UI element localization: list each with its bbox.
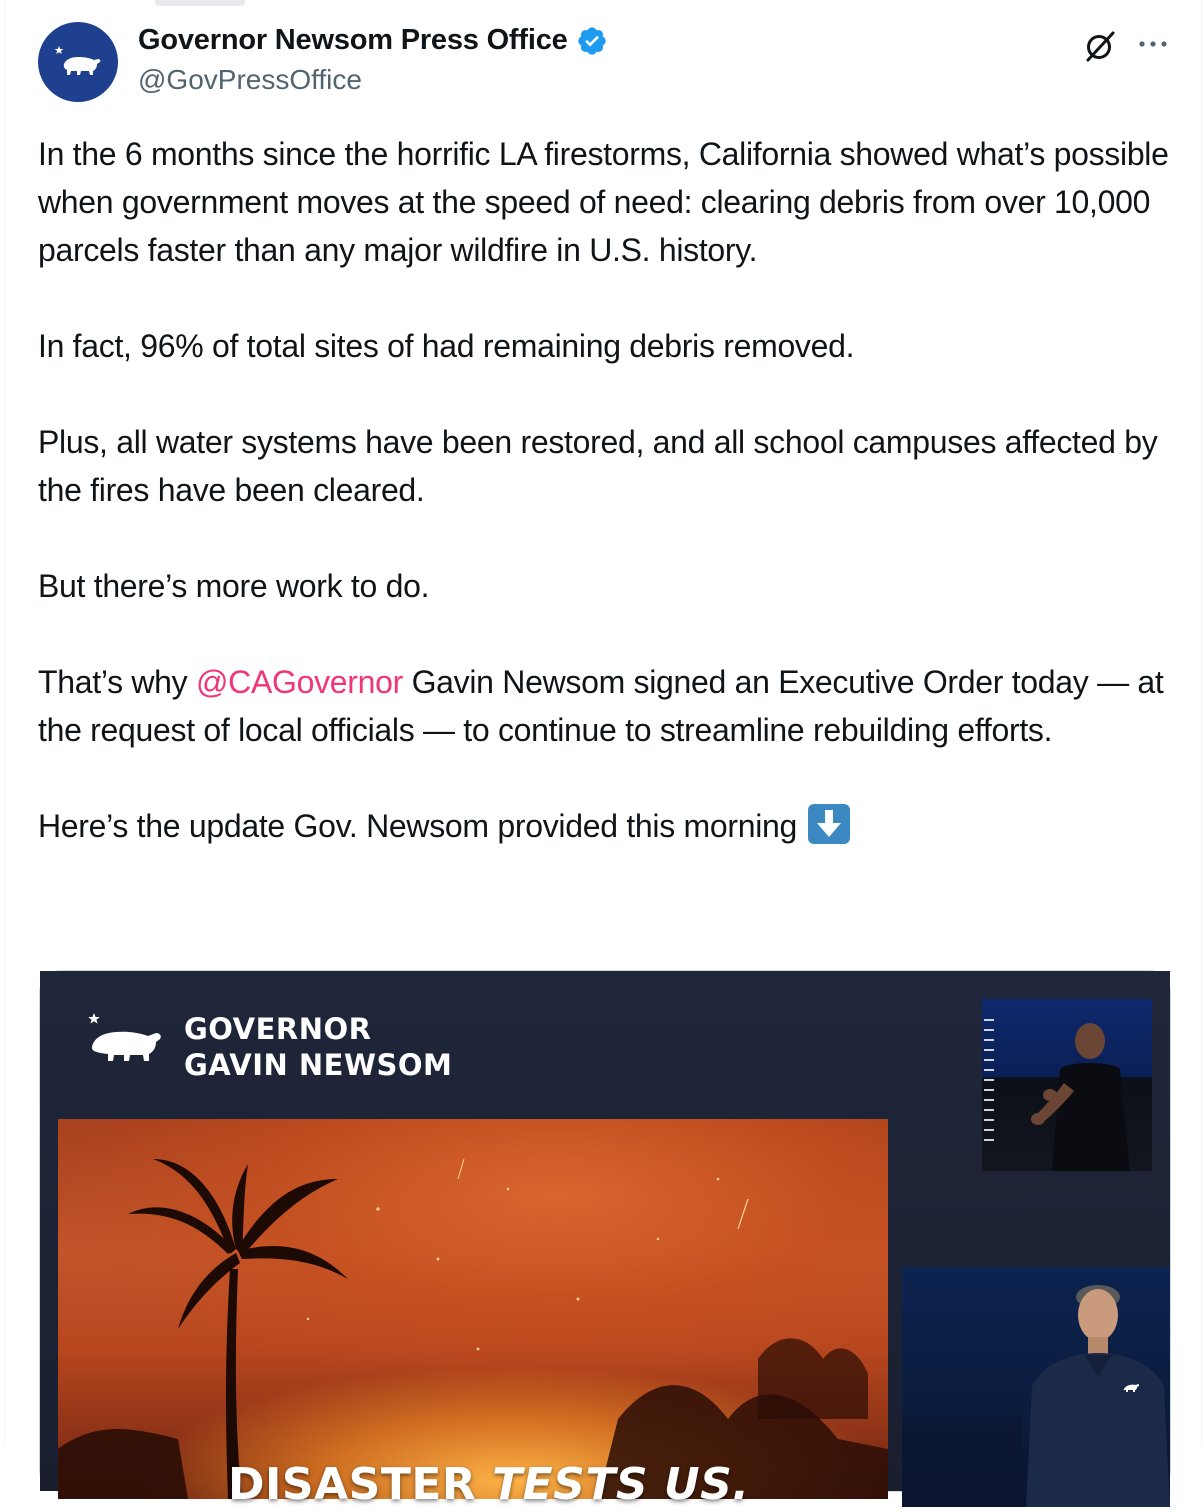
tweet-paragraph-2: In fact, 96% of total sites of had remaining debris removed. — [38, 328, 855, 364]
governor-speaker-inset — [902, 1267, 1170, 1507]
bear-logo-icon — [50, 42, 106, 82]
paragraph-gap — [38, 754, 1178, 802]
author-display-name[interactable]: Governor Newsom Press Office — [138, 24, 568, 56]
para5-suffix: Gavin Newsom signed an Executive Order today — at the request of local officials — to continue to streamline rebuilding efforts. — [38, 664, 1164, 748]
video-headline — [228, 1459, 750, 1510]
interpreter-figure — [982, 999, 1152, 1171]
governor-logo — [86, 1011, 452, 1083]
paragraph-gap — [38, 370, 1178, 418]
tweet-paragraph-1: In the 6 months since the horrific LA firestorms, California showed what’s possible when government moves at the speed of need: clearing debris from over 10,000 parcels faster than any major wildfire in U.S. history. — [38, 136, 1169, 268]
speaker-figure — [902, 1267, 1170, 1507]
tweet-paragraph-5 — [38, 658, 1178, 754]
logo-line-1: GOVERNOR — [184, 1012, 372, 1046]
verified-badge-icon[interactable] — [576, 25, 608, 57]
author-name-row[interactable] — [138, 24, 608, 57]
top-edge-fade — [155, 0, 245, 6]
sign-language-interpreter-inset — [982, 999, 1152, 1171]
grok-icon[interactable] — [1082, 28, 1118, 64]
paragraph-gap — [38, 274, 1178, 322]
tweet-paragraph-4: But there’s more work to do. — [38, 568, 430, 604]
paragraph-gap — [38, 610, 1178, 658]
mention-link[interactable]: @CAGovernor — [195, 664, 403, 700]
more-icon[interactable] — [1133, 30, 1173, 58]
wildfire-image — [58, 1119, 888, 1510]
author-avatar[interactable] — [38, 22, 118, 102]
tweet-text — [38, 130, 1178, 850]
para5-prefix: That’s why — [38, 664, 196, 700]
headline-part-1: DISASTER — [228, 1459, 477, 1510]
para6-text: Here’s the update Gov. Newsom provided this morning — [38, 808, 806, 844]
video-media[interactable] — [39, 970, 1171, 1510]
wildfire-scene — [58, 1119, 888, 1499]
bear-flag-icon — [86, 1011, 170, 1069]
tweet-paragraph-3: Plus, all water systems have been restored, and all school campuses affected by the fires have been cleared. — [38, 424, 1158, 508]
logo-line-2: GAVIN NEWSOM — [184, 1048, 453, 1082]
tweet-paragraph-6 — [38, 802, 1178, 850]
paragraph-gap — [38, 514, 1178, 562]
down-arrow-emoji-icon — [808, 804, 850, 844]
headline-part-2: TESTS US. — [492, 1459, 750, 1510]
logo-text — [184, 1011, 452, 1083]
author-handle[interactable]: @GovPressOffice — [138, 64, 362, 95]
tweet-card[interactable] — [4, 0, 1202, 1510]
